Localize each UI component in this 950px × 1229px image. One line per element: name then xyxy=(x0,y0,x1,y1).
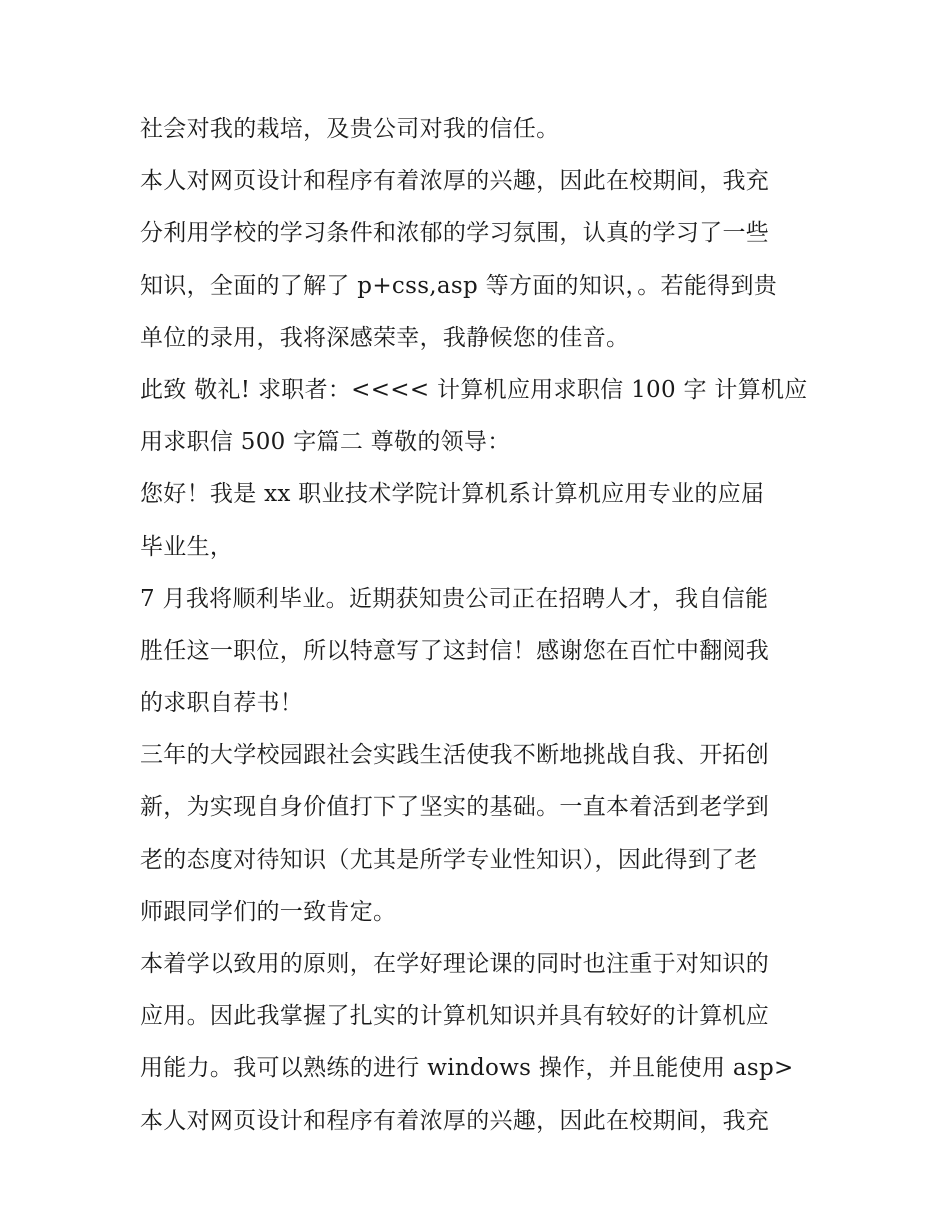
text-line: 三年的大学校园跟社会实践生活使我不断地挑战自我、开拓创 xyxy=(140,742,770,769)
text-line: 应用。因此我掌握了扎实的计算机知识并具有较好的计算机应 xyxy=(140,1003,770,1030)
text-line: 社会对我的栽培，及贵公司对我的信任。 xyxy=(140,116,560,142)
text-line: 本人对网页设计和程序有着浓厚的兴趣，因此在校期间，我充 xyxy=(140,1107,770,1134)
text-line: 分利用学校的学习条件和浓郁的学习氛围，认真的学习了一些 xyxy=(140,220,770,247)
text-line: 知识，全面的了解了 p+css,asp 等方面的知识，。若能得到贵 xyxy=(140,272,778,299)
text-line: 单位的录用，我将深感荣幸，我静候您的佳音。 xyxy=(140,324,630,351)
text-line: 新，为实现自身价值打下了坚实的基础。一直本着活到老学到 xyxy=(140,794,770,821)
text-line: 用求职信 500 字篇二 尊敬的领导： xyxy=(140,429,511,456)
text-line: 的求职自荐书！ xyxy=(140,690,304,717)
text-line: 用能力。我可以熟练的进行 windows 操作，并且能使用 asp> xyxy=(140,1055,794,1082)
text-line: 7 月我将顺利毕业。近期获知贵公司正在招聘人才，我自信能 xyxy=(140,585,769,612)
text-line: 胜任这一职位，所以特意写了这封信！感谢您在百忙中翻阅我 xyxy=(140,637,770,664)
text-line: 本着学以致用的原则，在学好理论课的同时也注重于对知识的 xyxy=(140,951,770,977)
text-line: 毕业生， xyxy=(140,533,234,560)
letter-body xyxy=(140,103,820,1147)
text-line: 您好！我是 xx 职业技术学院计算机系计算机应用专业的应届 xyxy=(140,481,765,508)
text-line: 本人对网页设计和程序有着浓厚的兴趣，因此在校期间，我充 xyxy=(140,168,770,195)
text-line: 老的态度对待知识（尤其是所学专业性知识），因此得到了老 xyxy=(140,846,758,873)
text-line: 此致 敬礼! 求职者：<<<< 计算机应用求职信 100 字 计算机应 xyxy=(140,376,808,403)
text-line: 师跟同学们的一致肯定。 xyxy=(140,898,397,925)
